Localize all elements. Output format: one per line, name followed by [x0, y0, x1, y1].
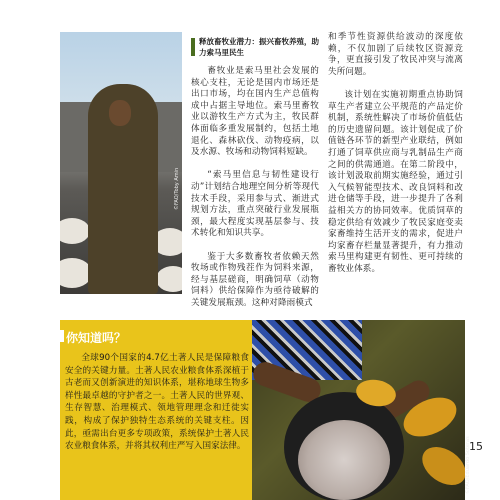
photo-cocoa-beans	[298, 420, 390, 500]
photo-credit: ©FAO/Toby Amin	[174, 167, 180, 210]
photo-face	[109, 100, 131, 126]
caption-accent-bar	[191, 38, 195, 56]
paragraph: “索马里信息与韧性建设行动”计划结合地理空间分析等现代技术手段，采用参与式、渐进式规划方法，重点突破行业发展瓶颈，最大程度实现基层参与、技术转化和知识共享。	[191, 170, 319, 239]
sidebar-text: 全球90个国家的4.7亿土著人民是保障粮食安全的关键力量。土著人民农业粮食体系深植于古老而又创新演进的知识体系，堪称地球生物多样性最卓越的守护者之一。土著人民的世界观、生存智慧、治理模式、领地管理理念和迁徙实践，构成了保护独特生态系统的关键支柱。因此，亟需出台更多专项政策，系统保护土著人民农业粮食体系，并将其权利庄严写入国家法律。	[65, 353, 249, 452]
paragraph: 该计划在实施初期重点协助饲草生产者建立公平规范的产品定价机制，系统性解决了市场价值低估的历史遗留问题。该计划促成了价值链各环节的新型产业联结，例如打通了饲草供应商与乳制品生产商之间的供需通道。在第二阶段中，该计划汲取前期实施经验，通过引入气候智能型技术、改良饲料和改进仓储等手段，进一步提升了各利益相关方的协同效率。优质饲草的稳定供给有效减少了牧民家庭变卖家畜维持生活开支的需求，促进户均家畜存栏量显著提升，有力推动索马里构建更有韧性、更可持续的畜牧业体系。	[328, 89, 463, 274]
herder-photo	[60, 32, 182, 294]
photo-sheep	[60, 218, 90, 244]
caption-text: 释放畜牧业潜力：振兴畜牧养殖，助力索马里民生	[199, 37, 319, 57]
sidebar-title: 你知道吗？	[66, 331, 127, 345]
cocoa-photo	[252, 320, 465, 500]
photo-credit: ©FAO/Eduardo Soteras	[465, 436, 471, 494]
did-you-know-box	[60, 320, 252, 500]
article-column-right	[328, 32, 463, 287]
page-number: 15	[469, 440, 483, 453]
paragraph: 畜牧业是索马里社会发展的核心支柱，无论是国内市场还是出口市场，均在国内生产总值构成中占据主导地位。索马里畜牧业以游牧生产方式为主，牧民群体面临多重发展制约，包括土地退化、森林砍伐、动物疫病，以及水源、牧场和动物饲料短缺。	[191, 66, 319, 158]
photo-sheep	[156, 266, 182, 292]
photo-caption	[199, 36, 324, 58]
paragraph: 鉴于大多数畜牧者依赖天然牧场或作物残茬作为饲料来源，经与基层磋商，明确饲草（动物饲料）供给保障作为亟待破解的关键发展瓶颈。这种对降雨模式	[191, 251, 319, 308]
article-column-middle	[191, 66, 319, 321]
paragraph: 和季节性资源供给波动的深度依赖，不仅加剧了后续牧区资源竞争，更直接引发了牧民冲突与流离失所问题。	[328, 32, 463, 77]
sidebar-accent-bar	[60, 330, 64, 342]
photo-cocoa-pod	[415, 439, 465, 493]
